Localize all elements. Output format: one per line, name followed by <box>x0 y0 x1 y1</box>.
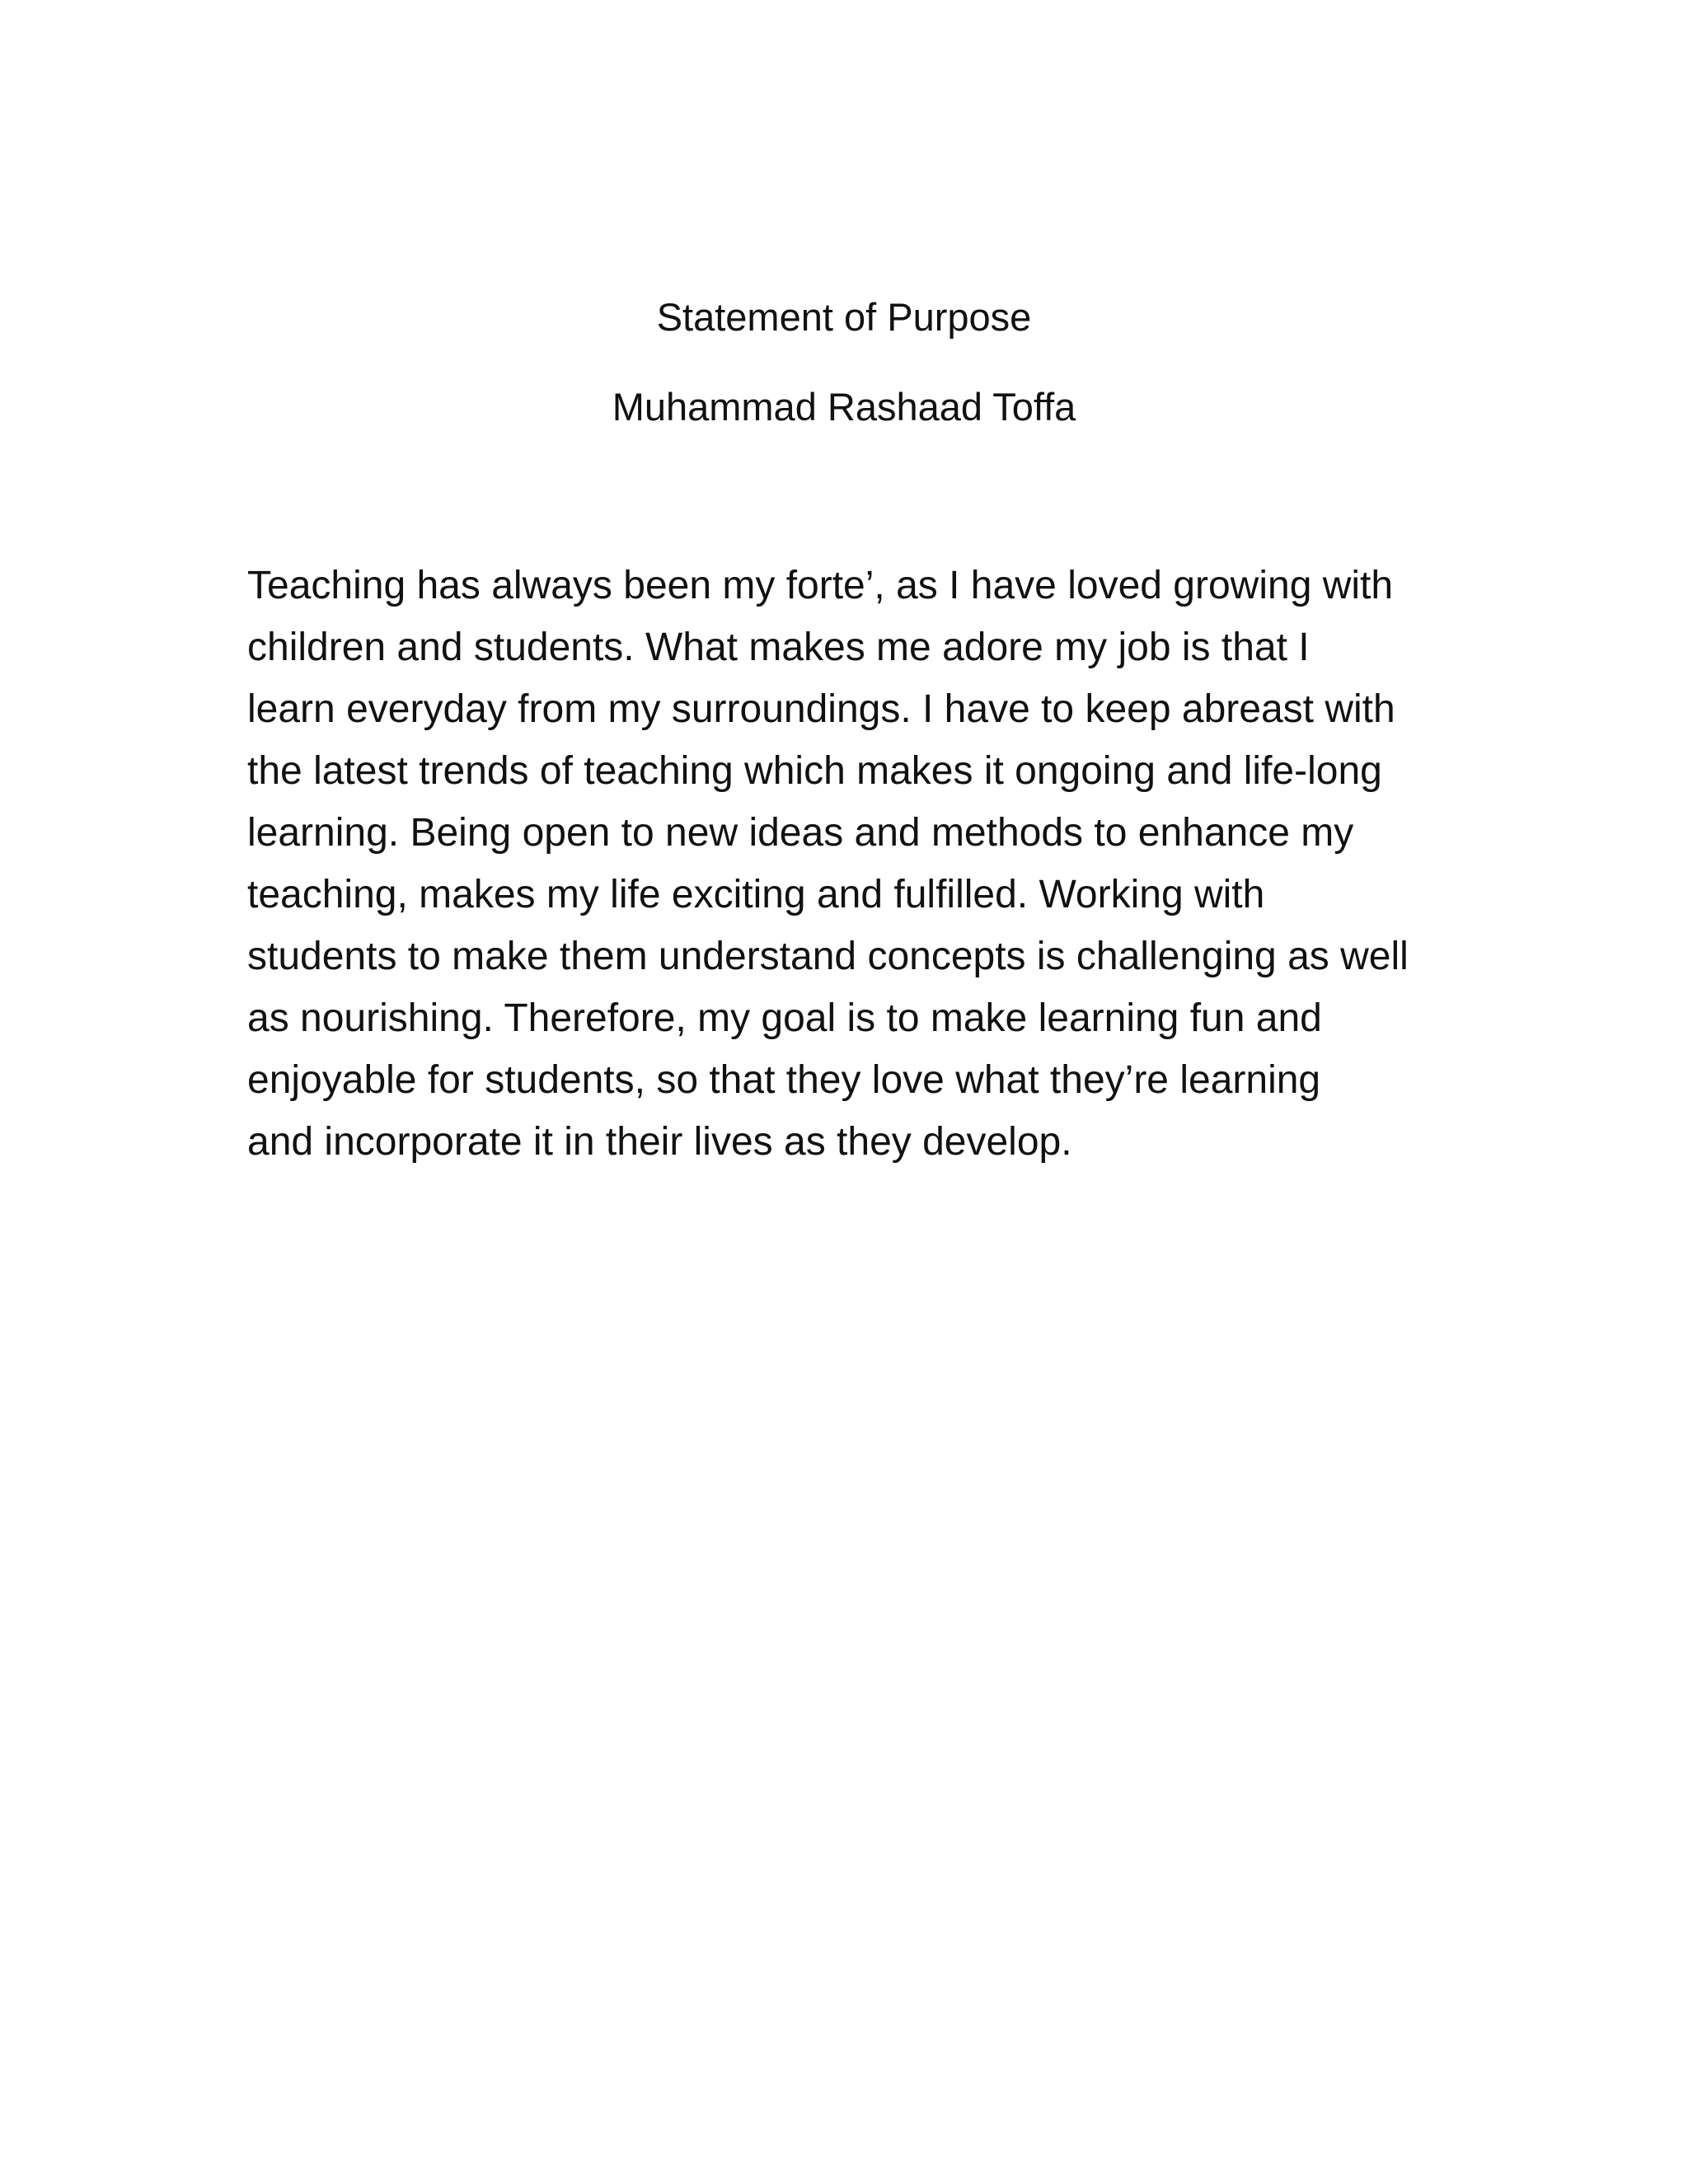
body-line: teaching, makes my life exciting and fulfilled. Working with <box>247 873 1265 916</box>
body-line: Teaching has always been my forte’, as I have loved growing with <box>247 564 1394 607</box>
document-title: Statement of Purpose <box>656 295 1032 339</box>
body-line: learn everyday from my surroundings. I have to keep abreast with <box>247 687 1395 731</box>
body-line: learning. Being open to new ideas and methods to enhance my <box>247 811 1354 855</box>
body-line: and incorporate it in their lives as they develop. <box>247 1120 1072 1164</box>
body-line: children and students. What makes me adore my job is that I <box>247 626 1310 669</box>
body-line: enjoyable for students, so that they love what they’re learning <box>247 1058 1321 1102</box>
document-author: Muhammad Rashaad Toffa <box>612 385 1076 429</box>
body-paragraph <box>247 555 1442 1173</box>
body-line: students to make them understand concepts is challenging as well <box>247 935 1409 978</box>
body-line: the latest trends of teaching which makes it ongoing and life-long <box>247 749 1382 793</box>
body-line: as nourishing. Therefore, my goal is to make learning fun and <box>247 996 1322 1040</box>
